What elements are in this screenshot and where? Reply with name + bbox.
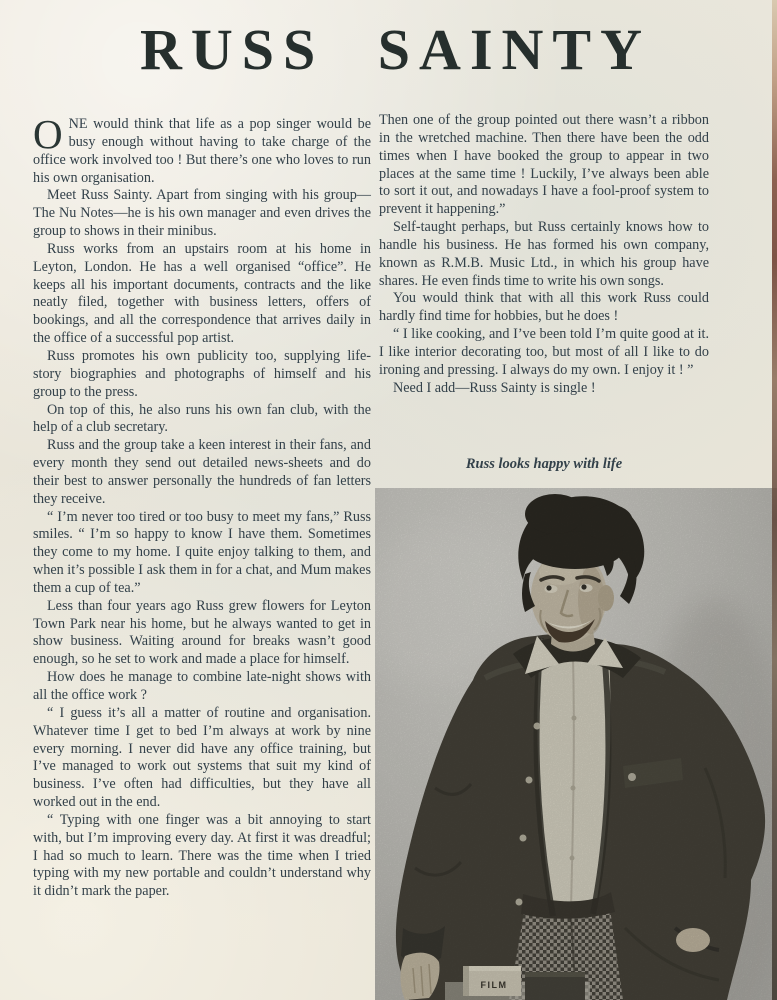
film-box-label: FILM [480,980,508,990]
page-edge-binding [772,0,777,1000]
paragraph: Meet Russ Sainty. Apart from singing with his group—The Nu Notes—he is his own manager and even drives the group to shows in their minibus. [33,187,371,240]
article-title: RUSS SAINTY [140,17,651,82]
paragraph: “ I guess it’s all a matter of routine and organisation. Whatever time I get to bed I’m always at work by nine every morning. I never did have any office training, but I’ve managed to work out systems that suit my kind of business. I’ve often had difficulties, but they have all worked out in the end. [33,704,371,811]
paragraph: How does he manage to combine late-night shows with all the office work ? [33,669,371,703]
paragraph: Self-taught perhaps, but Russ certainly knows how to handle his business. He has formed his own company, known as R.M.B. Music Ltd., in which his group have shares. He even finds time to write his own songs. [379,219,709,289]
russ-photo-illustration [375,488,777,1000]
paragraph: “ Typing with one finger was a bit annoying to start with, but I’m improving every day. At first it was dreadful; I had so much to learn. There was the time when I tried typing with my new portable and couldn’t understand why it didn’t mark the paper. [33,811,371,900]
paragraph-text: NE would think that life as a pop singer would be busy enough without having to take charge of the office work involved too ! But there’s one who loves to run his own organisation. [33,116,371,186]
photo-grain-overlay [375,488,777,1000]
left-column [33,111,371,901]
drop-cap: O [33,111,63,157]
paragraph: “ I’m never too tired or too busy to meet my fans,” Russ smiles. “ I’m so happy to know I have them. Sometimes they come to my home. I quite enjoy talking to them, and when it’s possible I ask them in for a chat, and Mum makes them a cup of tea.” [33,508,371,596]
paragraph: Then one of the group pointed out there wasn’t a ribbon in the wretched machine. Then there have been the odd times when I have booked the group to appear in two places at the same time ! Luckily, I’ve always been able to sort it out, and nowadays I have a fool-proof system to prevent it happening.” [379,112,709,218]
paragraph: “ I like cooking, and I’ve been told I’m quite good at it. I like interior decorating too, but most of all I like to do ironing and pressing. I always do my own. I enjoy it ! ” [379,326,709,378]
paragraph: Russ works from an upstairs room at his home in Leyton, London. He has a well organised “office”. He keeps all his important documents, contracts and the like neatly filed, together with business letters, offers of bookings, and all the correspondence that arrives daily in the office of a successful pop artist. [33,240,371,347]
right-column [379,112,709,398]
paragraph: You would think that with all this work Russ could hardly find time for hobbies, but he does ! [379,290,709,325]
paragraph: Russ promotes his own publicity too, supplying life-story biographies and photographs of himself and his group to the press. [33,347,371,400]
paragraph: On top of this, he also runs his own fan club, with the help of a club secretary. [33,401,371,436]
paragraph: Need I add—Russ Sainty is single ! [393,379,596,396]
photo-caption: Russ looks happy with life [465,456,623,472]
paragraph: Less than four years ago Russ grew flowers for Leyton Town Park near his home, but he always wanted to get in show business. Waiting around for breaks wasn’t good enough, so he set to work and made a place for himself. [33,597,371,668]
photo [375,488,777,1000]
paragraph [33,111,371,187]
paragraph: Russ and the group take a keen interest in their fans, and every month they send out detailed news-sheets and do their best to answer personally the hundreds of fan letters they receive. [33,437,371,507]
